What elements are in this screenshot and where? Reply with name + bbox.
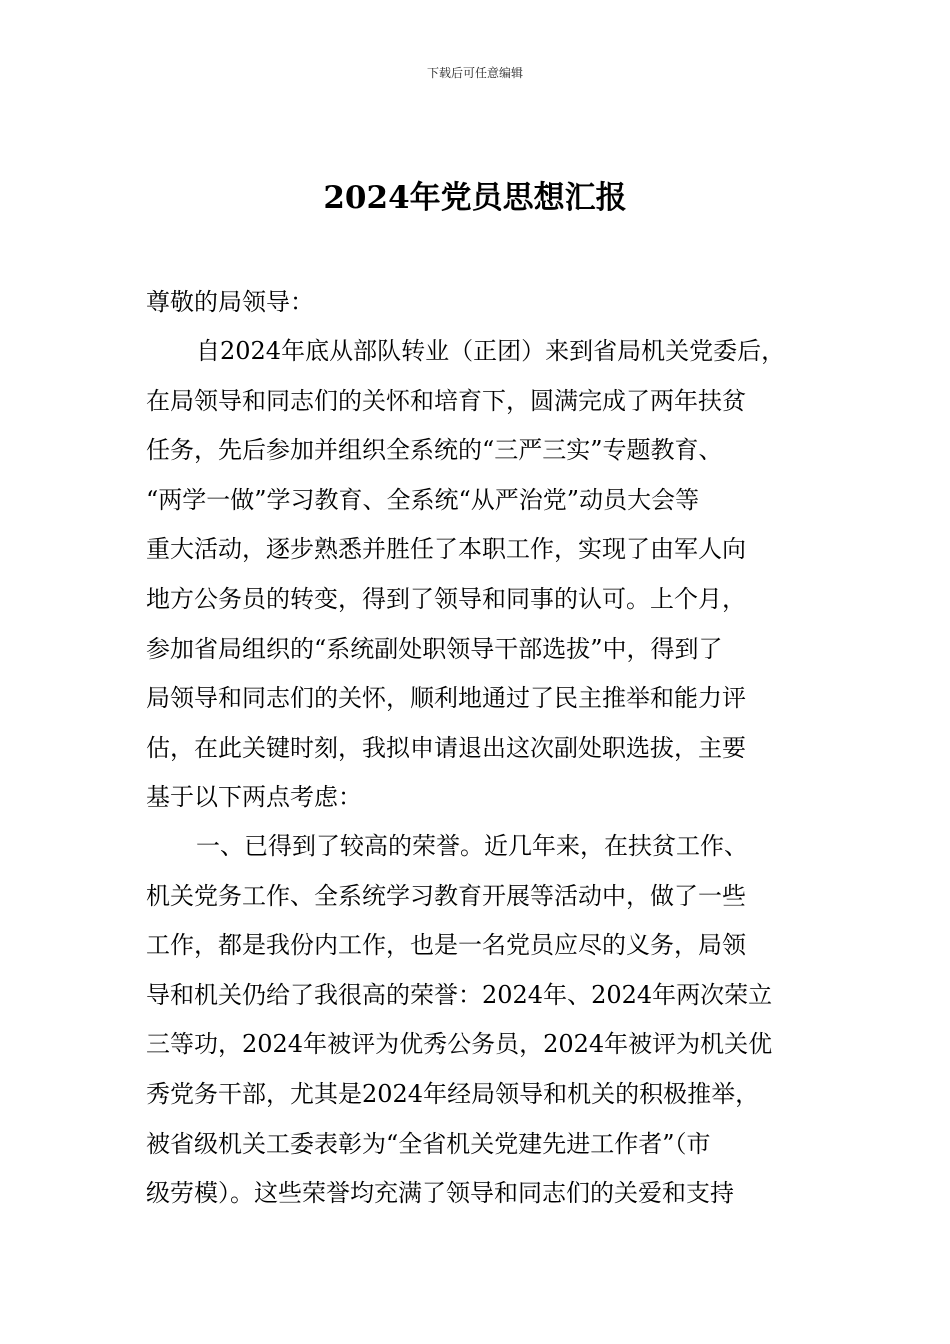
- paragraph-2: [146, 822, 772, 1219]
- paragraph-line: “两学一做”学习教育、全系统“从严治党”动员大会等: [146, 485, 700, 514]
- paragraph-line: 工作，都是我份内工作，也是一名党员应尽的义务，局领: [146, 931, 746, 960]
- paragraph-line: 秀党务干部，尤其是2024年经局领导和机关的积极推举，: [146, 1079, 760, 1108]
- paragraph-line: 级劳模）。这些荣誉均充满了领导和同志们的关爱和支持: [146, 1179, 734, 1208]
- paragraph-line: 参加省局组织的“系统副处职领导干部选拔”中，得到了: [146, 634, 723, 663]
- paragraph-line: 重大活动，逐步熟悉并胜任了本职工作，实现了由军人向: [146, 535, 746, 564]
- paragraph-line: 基于以下两点考虑：: [146, 783, 362, 812]
- paragraph-line: 局领导和同志们的关怀，顺利地通过了民主推举和能力评: [146, 684, 746, 713]
- paragraph-line: 机关党务工作、全系统学习教育开展等活动中，做了一些: [146, 881, 746, 910]
- paragraph-line: 三等功，2024年被评为优秀公务员，2024年被评为机关优: [146, 1030, 773, 1059]
- salutation: 尊敬的局领导：: [146, 288, 314, 316]
- paragraph-line: 导和机关仍给了我很高的荣誉：2024年、2024年两次荣立: [146, 980, 773, 1009]
- document-title: 2024年党员思想汇报: [323, 180, 627, 216]
- paragraph-line: 任务，先后参加并组织全系统的“三严三实”专题教育、: [146, 436, 723, 465]
- page-header-note: 下载后可任意编辑: [426, 66, 523, 80]
- paragraph-line: 自2024年底从部队转业（正团）来到省局机关党委后，: [196, 337, 786, 365]
- paragraph-line: 地方公务员的转变，得到了领导和同事的认可。上个月，: [146, 584, 746, 613]
- paragraph-line: 估，在此关键时刻，我拟申请退出这次副处职选拔，主要: [146, 733, 746, 762]
- paragraph-line: 一、已得到了较高的荣誉。近几年来，在扶贫工作、: [196, 832, 748, 860]
- paragraph-1: [146, 327, 785, 823]
- paragraph-line: 在局领导和同志们的关怀和培育下，圆满完成了两年扶贫: [146, 386, 746, 415]
- paragraph-line: 被省级机关工委表彰为“全省机关党建先进工作者”（市: [146, 1129, 711, 1158]
